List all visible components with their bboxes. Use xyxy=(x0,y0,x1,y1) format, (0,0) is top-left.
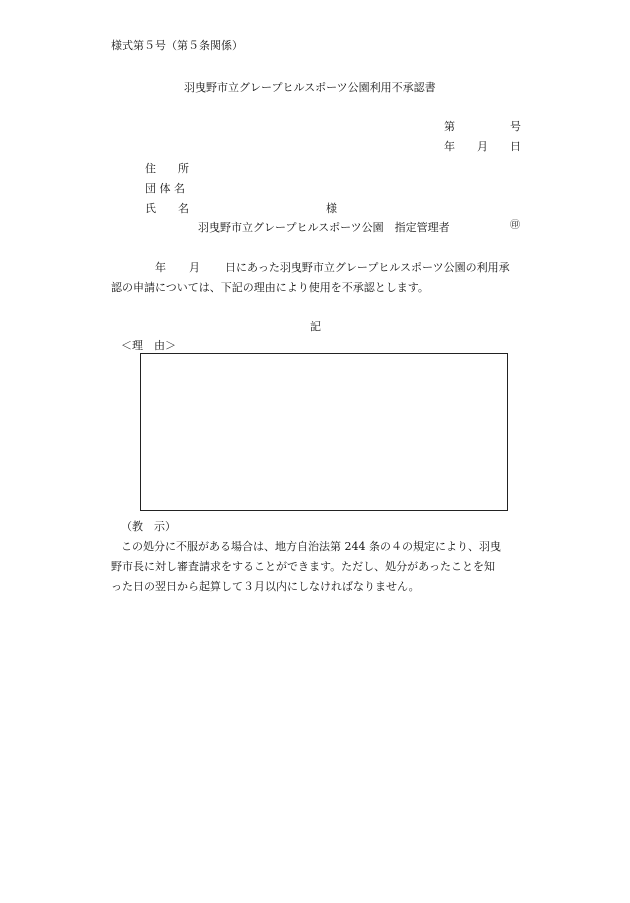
seal-icon: ㊞ xyxy=(510,220,520,231)
date-month: 月 xyxy=(477,140,488,153)
body-month: 月 xyxy=(189,261,200,274)
reason-box xyxy=(140,353,508,511)
name-label: 氏 名 xyxy=(145,202,189,215)
notice-line-1: この処分に不服がある場合は、地方自治法第 244 条の４の規定により、羽曳 xyxy=(121,540,501,553)
doc-number-prefix: 第 xyxy=(444,120,455,133)
honorific-sama: 様 xyxy=(326,202,337,215)
body-line-1-rest: 日にあった羽曳野市立グレープヒルスポーツ公園の利用承 xyxy=(225,261,510,274)
body-year: 年 xyxy=(155,261,166,274)
date-day: 日 xyxy=(510,140,521,153)
date-year: 年 xyxy=(444,140,455,153)
address-label: 住 所 xyxy=(145,162,189,175)
document-number xyxy=(444,121,520,133)
doc-number-suffix: 号 xyxy=(510,120,521,133)
notice-heading: （教 示） xyxy=(121,520,176,533)
document-title: 羽曳野市立グレープヒルスポーツ公園利用不承認書 xyxy=(184,81,436,94)
ki-heading: 記 xyxy=(310,320,321,333)
notice-line-3: った日の翌日から起算して３月以内にしなければなりません。 xyxy=(111,580,420,593)
organization-label: 団 体 名 xyxy=(145,182,185,195)
notice-line-2: 野市長に対し審査請求をすることができます。ただし、処分があったことを知 xyxy=(111,560,496,573)
form-number: 様式第５号（第５条関係） xyxy=(111,39,243,52)
issuer-name: 羽曳野市立グレープヒルスポーツ公園 指定管理者 xyxy=(198,221,450,234)
reason-label: ＜理 由＞ xyxy=(121,339,176,352)
issue-date xyxy=(444,141,520,153)
body-line-1 xyxy=(111,262,531,274)
body-line-2: 認の申請については、下記の理由により使用を不承認とします。 xyxy=(111,281,429,294)
